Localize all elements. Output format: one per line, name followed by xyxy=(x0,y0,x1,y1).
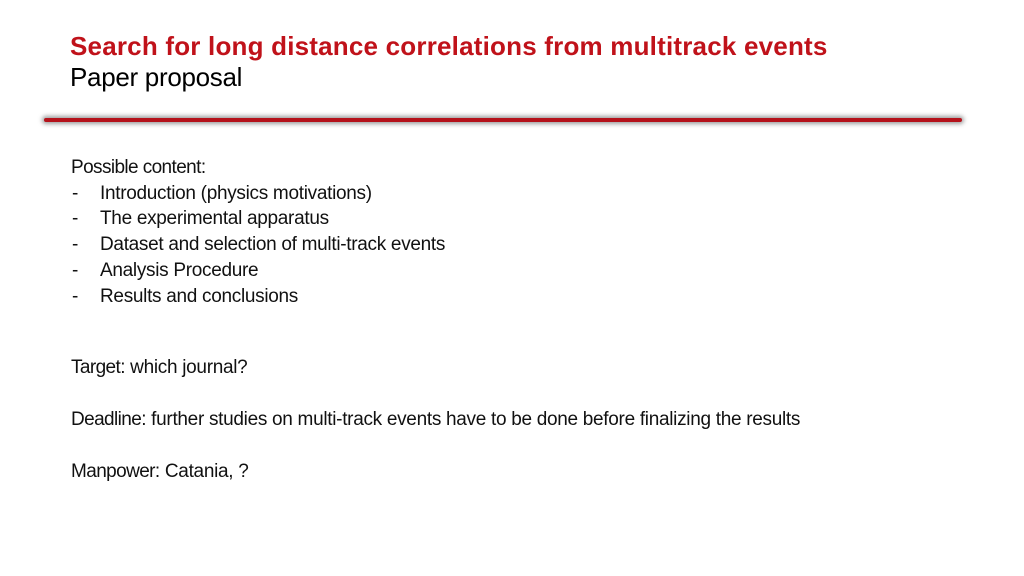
list-dash: - xyxy=(72,234,79,256)
target-label: Target xyxy=(71,357,121,379)
list-item-text: Introduction (physics motivations) xyxy=(100,182,372,204)
list-dash: - xyxy=(72,208,79,230)
manpower-sep: : xyxy=(154,460,160,482)
manpower-label: Manpower xyxy=(71,460,155,482)
deadline-line xyxy=(71,407,971,433)
title-divider xyxy=(44,118,962,122)
target-value: which journal? xyxy=(125,357,248,379)
list-dash: - xyxy=(72,285,79,307)
list-item xyxy=(71,181,971,207)
deadline-value: further studies on multi-track events have to be done before finalizing the results xyxy=(146,408,801,430)
slide-subtitle: Paper proposal xyxy=(70,62,243,92)
list-item-text: Results and conclusions xyxy=(100,285,298,307)
possible-content-label: Possible content xyxy=(71,157,201,178)
list-item xyxy=(71,206,971,232)
list-dash: - xyxy=(72,259,79,281)
list-item xyxy=(71,284,971,310)
possible-content-heading xyxy=(71,155,971,181)
list-dash: - xyxy=(72,182,79,204)
possible-content-colon: : xyxy=(200,157,206,178)
list-item-text: The experimental apparatus xyxy=(100,208,329,230)
target-line xyxy=(71,355,971,381)
deadline-sep: : xyxy=(141,408,147,430)
target-sep: : xyxy=(120,357,126,379)
list-item xyxy=(71,232,971,258)
list-item xyxy=(71,258,971,284)
deadline-label: Deadline xyxy=(71,408,142,430)
manpower-line xyxy=(71,459,971,485)
manpower-value: Catania, ? xyxy=(159,460,249,482)
content-list xyxy=(71,181,971,310)
list-item-text: Dataset and selection of multi-track events xyxy=(100,234,446,256)
list-item-text: Analysis Procedure xyxy=(100,259,259,281)
slide-content xyxy=(71,155,971,484)
slide-title: Search for long distance correlations from multitrack events xyxy=(70,31,828,61)
